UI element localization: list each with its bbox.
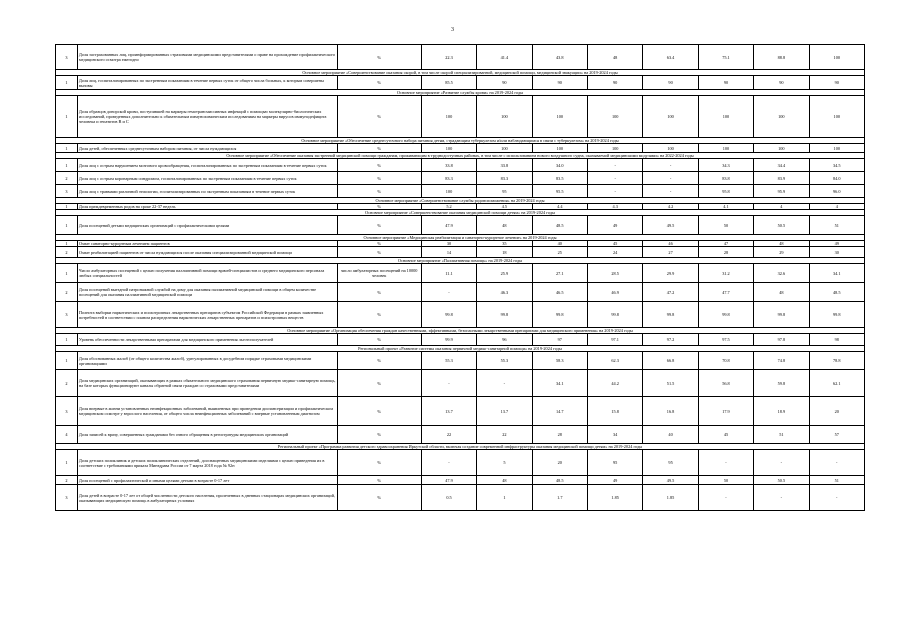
indicator-name: Уровень обеспеченности лекарственными препаратами для медицинского применения льготополучателей	[77, 334, 337, 346]
value-cell: 45	[698, 426, 753, 444]
value-cell: 55.3	[477, 352, 532, 370]
value-cell: 99.8	[754, 302, 809, 328]
value-cell: 83.9	[754, 172, 809, 185]
indicator-name: Число амбулаторных посещений с целью получения паллиативной помощи врачей-специалистов и среднего медицинского персонала любых специальностей	[77, 264, 337, 283]
value-cell: 48	[754, 283, 809, 302]
value-cell: 51.5	[643, 370, 698, 397]
value-cell: 41.4	[477, 45, 532, 70]
value-cell: 27	[643, 247, 698, 258]
value-cell: 84.0	[809, 172, 864, 185]
unit-cell: %	[337, 247, 421, 258]
value-cell: 40	[532, 241, 587, 247]
value-cell: 95.8	[698, 185, 753, 198]
value-cell: 95.5	[532, 185, 587, 198]
value-cell: 18.9	[754, 397, 809, 426]
value-cell: 1.85	[587, 485, 642, 511]
value-cell: 95	[643, 450, 698, 476]
value-cell: 34.1	[809, 264, 864, 283]
page-number: 3	[451, 27, 454, 33]
indicator-name: Охват санаторно-курортным лечением пациентов	[77, 241, 337, 247]
value-cell: 34.5	[809, 159, 864, 172]
row-number: 3	[56, 45, 78, 70]
unit-cell: %	[337, 283, 421, 302]
value-cell: 48	[587, 45, 642, 70]
value-cell: 90	[809, 76, 864, 90]
value-cell: 4.2	[643, 204, 698, 210]
row-number: 4	[56, 426, 78, 444]
value-cell: 100	[477, 144, 532, 153]
value-cell: 44.2	[587, 370, 642, 397]
value-cell: 48	[754, 241, 809, 247]
value-cell: 25.9	[477, 264, 532, 283]
value-cell: 14.7	[532, 397, 587, 426]
value-cell: 33.8	[421, 159, 476, 172]
indicator-name: Доля лиц, госпитализированных по экстренным показаниям в течение первых суток от общего числа больных, к которым совершены вызовы	[77, 76, 337, 90]
row-number: 1	[56, 76, 78, 90]
row-number: 3	[56, 485, 78, 511]
value-cell: 20	[809, 397, 864, 426]
value-cell: 22	[421, 426, 476, 444]
section-title: Основное мероприятие «Паллиативная помощь» на 2019-2024 годы	[56, 258, 865, 264]
indicator-name: Доля детских поликлиник и детских поликлинических отделений, дооснащенных медицинскими изделиями с целью приведения их в соответствие с требованиями приказа Минздрава России от 7 марта 2018 года № 92н	[77, 450, 337, 476]
value-cell: 99.9	[421, 334, 476, 346]
section-title: Региональный проект «Программа развития детского здравоохранения Иркутской области, включая создание современной инфраструктуры оказания медицинской помощи детям» на 2019-2024 годы	[56, 444, 865, 450]
value-cell: 66.8	[643, 352, 698, 370]
indicator-row	[56, 247, 865, 258]
indicator-row	[56, 185, 865, 198]
unit-cell: число амбулаторных посещений на 10000 человек	[337, 264, 421, 283]
indicator-row	[56, 476, 865, 485]
section-title: Региональный проект «Развитие системы оказания первичной медико-санитарной помощи» на 2019-2024 годы	[56, 346, 865, 352]
row-number: 1	[56, 159, 78, 172]
value-cell: 90	[587, 76, 642, 90]
value-cell: 47.9	[421, 476, 476, 485]
indicator-row	[56, 216, 865, 235]
value-cell: 100	[587, 96, 642, 138]
value-cell: 59.8	[754, 370, 809, 397]
value-cell: 100	[698, 96, 753, 138]
value-cell: 100	[421, 185, 476, 198]
value-cell: 30	[421, 241, 476, 247]
value-cell: -	[643, 185, 698, 198]
value-cell: 13.7	[421, 397, 476, 426]
value-cell: 100	[421, 144, 476, 153]
row-number: 1	[56, 352, 78, 370]
unit-cell: %	[337, 485, 421, 511]
indicators-table	[55, 44, 865, 511]
value-cell: 99.8	[809, 302, 864, 328]
value-cell: -	[587, 172, 642, 185]
value-cell: 99.8	[477, 302, 532, 328]
value-cell: 51	[809, 216, 864, 235]
value-cell: 51	[754, 426, 809, 444]
value-cell: 99.8	[698, 302, 753, 328]
indicator-row	[56, 159, 865, 172]
unit-cell: %	[337, 334, 421, 346]
row-number: 2	[56, 476, 78, 485]
value-cell: 34.1	[532, 370, 587, 397]
unit-cell: %	[337, 241, 421, 247]
unit-cell: %	[337, 204, 421, 210]
value-cell: 96.0	[809, 185, 864, 198]
value-cell: 51	[809, 476, 864, 485]
section-title: Основное мероприятие «Совершенствование оказания медицинской помощи детям» на 2019-2024 годы	[56, 210, 865, 216]
value-cell: 49.5	[643, 476, 698, 485]
row-number: 1	[56, 334, 78, 346]
value-cell: 13.7	[477, 397, 532, 426]
indicator-row	[56, 334, 865, 346]
value-cell: 18	[477, 247, 532, 258]
value-cell: 97.5	[698, 334, 753, 346]
value-cell: 95	[587, 450, 642, 476]
indicator-name: Доля лиц с травмами различной этиологии, госпитализированных по экстренным показаниям в течение первых суток	[77, 185, 337, 198]
value-cell: 48.5	[532, 216, 587, 235]
value-cell: -	[809, 450, 864, 476]
value-cell: 4.3	[587, 204, 642, 210]
value-cell: 100	[587, 144, 642, 153]
value-cell: 83.8	[698, 172, 753, 185]
indicator-row	[56, 352, 865, 370]
value-cell: 34	[587, 426, 642, 444]
value-cell: 15.8	[587, 397, 642, 426]
value-cell: -	[421, 370, 476, 397]
value-cell: -	[698, 450, 753, 476]
value-cell: 17.9	[698, 397, 753, 426]
value-cell: 1.7	[532, 485, 587, 511]
indicator-row	[56, 426, 865, 444]
value-cell: 57	[809, 426, 864, 444]
value-cell: 50.5	[754, 476, 809, 485]
indicator-row	[56, 96, 865, 138]
value-cell: 62.3	[587, 352, 642, 370]
value-cell: 5.2	[421, 204, 476, 210]
value-cell: 34.4	[754, 159, 809, 172]
value-cell: 56.8	[698, 370, 753, 397]
row-number: 1	[56, 144, 78, 153]
value-cell: 47.2	[643, 283, 698, 302]
indicator-name: Охват реабилитацией пациентов от числа нуждающихся после оказания специализированной медицинской помощи	[77, 247, 337, 258]
value-cell: 100	[809, 144, 864, 153]
value-cell: 100	[809, 45, 864, 70]
section-title: Основное мероприятие «Развитие службы крови» на 2019-2024 годы	[56, 90, 865, 96]
value-cell: 100	[643, 96, 698, 138]
value-cell: -	[643, 159, 698, 172]
value-cell: 90	[477, 76, 532, 90]
value-cell: 47.7	[698, 283, 753, 302]
value-cell: 43.8	[532, 45, 587, 70]
value-cell: 83.5	[532, 172, 587, 185]
indicator-name: Доля детей, обеспеченных среднесуточным набором питания, от числа нуждающихся	[77, 144, 337, 153]
value-cell: 24	[587, 247, 642, 258]
indicator-name: Полнота выборки наркотических и психотропных лекарственных препаратов субъектом Российской Федерации в рамках заявленных потребностей в соответствии с планом распределения наркотических лекарственных препаратов и психотропных веществ	[77, 302, 337, 328]
unit-cell: %	[337, 352, 421, 370]
value-cell: 27.1	[532, 264, 587, 283]
indicator-row	[56, 76, 865, 90]
value-cell: 83.3	[477, 172, 532, 185]
indicator-name: Доля обоснованных жалоб (от общего количества жалоб), урегулированных в досудебном порядке страховыми медицинскими организациями	[77, 352, 337, 370]
value-cell: 4	[754, 204, 809, 210]
value-cell: 48	[477, 476, 532, 485]
value-cell: 33.8	[477, 159, 532, 172]
value-cell: 95.9	[754, 185, 809, 198]
value-cell: 25	[532, 247, 587, 258]
value-cell: 99.8	[421, 302, 476, 328]
value-cell: 90	[754, 76, 809, 90]
value-cell: -	[587, 159, 642, 172]
value-cell: 100	[421, 96, 476, 138]
value-cell: 40	[643, 426, 698, 444]
value-cell: -	[477, 370, 532, 397]
value-cell: 46.9	[587, 283, 642, 302]
value-cell: 96	[477, 334, 532, 346]
section-title: Основное мероприятие «Обеспечение среднесуточного набора питания детям, страдающим туберкулезом и/или наблюдающимся в связи с туберкулезом» на 2019-2024 годы	[56, 138, 865, 144]
value-cell: 20	[532, 450, 587, 476]
indicator-name: Доля преждевременных родов на сроке 22-37 недель	[77, 204, 337, 210]
unit-cell: %	[337, 426, 421, 444]
value-cell: -	[643, 172, 698, 185]
value-cell: 11.1	[421, 264, 476, 283]
value-cell: 90	[532, 76, 587, 90]
unit-cell: %	[337, 302, 421, 328]
row-number: 3	[56, 302, 78, 328]
value-cell: 16.8	[643, 397, 698, 426]
row-number: 1	[56, 450, 78, 476]
value-cell: 49	[587, 476, 642, 485]
unit-cell: %	[337, 450, 421, 476]
indicator-row	[56, 283, 865, 302]
indicator-row	[56, 302, 865, 328]
value-cell: 97	[532, 334, 587, 346]
value-cell: 34.0	[532, 159, 587, 172]
indicator-row	[56, 45, 865, 70]
indicator-name: Доля посещений детьми медицинских организаций с профилактическими целями	[77, 216, 337, 235]
indicator-name: Доля застрахованных лиц, проинформированных страховыми медицинскими представителями о праве на прохождение профилактического медицинского осмотра ежегодно	[77, 45, 337, 70]
value-cell: 4.1	[698, 204, 753, 210]
value-cell: 100	[477, 96, 532, 138]
indicator-row	[56, 485, 865, 511]
indicator-name: Доля посещений выездной патронажной службой на дому для оказания паллиативной медицинской помощи в общем количестве посещений для оказания паллиативной медицинской помощи	[77, 283, 337, 302]
value-cell: 50.5	[754, 216, 809, 235]
section-title: Основное мероприятие «Организация обеспечения граждан качественными, эффективными, безопасными лекарственными препаратами для медицинского применения» на 2019-2024 годы	[56, 328, 865, 334]
value-cell: -	[754, 485, 809, 511]
indicator-name: Доля детей в возрасте 0-17 лет от общей численности детского населения, пролеченных в дневных стационарах медицинских организаций, оказывающих медицинскую помощь в амбулаторных условиях	[77, 485, 337, 511]
indicator-name: Доля записей к врачу, совершенных гражданами без очного обращения в регистратуры медицинских организаций	[77, 426, 337, 444]
value-cell: 30	[809, 247, 864, 258]
indicator-name: Доля лиц с острым коронарным синдромом, госпитализированных по экстренным показаниям в течение первых суток	[77, 172, 337, 185]
value-cell: 48	[477, 216, 532, 235]
value-cell: 5	[477, 450, 532, 476]
indicator-row	[56, 144, 865, 153]
value-cell: 28	[532, 426, 587, 444]
value-cell: 4	[809, 204, 864, 210]
unit-cell: %	[337, 172, 421, 185]
value-cell: 74.8	[754, 352, 809, 370]
value-cell: 47	[698, 241, 753, 247]
value-cell: 35	[477, 241, 532, 247]
unit-cell: %	[337, 370, 421, 397]
value-cell: 49	[809, 241, 864, 247]
value-cell: 90	[698, 76, 753, 90]
indicator-row	[56, 370, 865, 397]
unit-cell: %	[337, 159, 421, 172]
value-cell: 4.5	[477, 204, 532, 210]
unit-cell: %	[337, 397, 421, 426]
indicator-name: Доля медицинских организаций, оказывающих в рамках обязательного медицинского страхования первичную медико-санитарную помощь, на базе которых функционируют каналы обратной связи граждан со страховыми представителями	[77, 370, 337, 397]
indicator-name: Доля лиц с острым нарушением мозгового кровообращения, госпитализированных по экстренным показаниям в течение первых суток	[77, 159, 337, 172]
value-cell: 29.9	[643, 264, 698, 283]
unit-cell: %	[337, 144, 421, 153]
value-cell: 47.9	[421, 216, 476, 235]
value-cell: 100	[754, 144, 809, 153]
indicator-row	[56, 397, 865, 426]
value-cell: 78.8	[809, 352, 864, 370]
value-cell: -	[809, 485, 864, 511]
value-cell: -	[421, 450, 476, 476]
section-title: Основное мероприятие «Обеспечение оказания экстренной медицинской помощи гражданам, проживающим в труднодоступных районах, в том числе с использованием нового воздушного судна, оказываемой медицинскими модулями» на 2022-2024 годы	[56, 153, 865, 159]
indicator-row	[56, 264, 865, 283]
value-cell: 99.8	[643, 302, 698, 328]
value-cell: 28	[698, 247, 753, 258]
value-cell: 90	[643, 76, 698, 90]
unit-cell: %	[337, 476, 421, 485]
indicator-row	[56, 450, 865, 476]
section-title: Основное мероприятие «Совершенствование службы родовспоможения» на 2019-2024 годы	[56, 198, 865, 204]
value-cell: 1	[477, 485, 532, 511]
row-number: 2	[56, 283, 78, 302]
value-cell: 0.5	[421, 485, 476, 511]
value-cell: 50	[698, 216, 753, 235]
row-number: 1	[56, 264, 78, 283]
value-cell: 46	[643, 241, 698, 247]
value-cell: 22.3	[421, 45, 476, 70]
value-cell: -	[754, 450, 809, 476]
value-cell: 99.8	[532, 302, 587, 328]
value-cell: 46.3	[477, 283, 532, 302]
value-cell: 63.4	[643, 45, 698, 70]
value-cell: 4.4	[532, 204, 587, 210]
value-cell: 75.1	[698, 45, 753, 70]
section-title: Основное мероприятие «Медицинская реабилитация и санаторно-курортное лечение» на 2019-2024 годы	[56, 235, 865, 241]
value-cell: 100	[643, 144, 698, 153]
indicator-name: Доля образцов донорской крови, поступившей на маркеры гемотрансмиссивных инфекций с помощью молекулярно-биологических исследований, проведенных дополнительно к обязательным иммунохимическим исследованиям на маркеры вирусов иммунодефицита человека и гепатитов В и С	[77, 96, 337, 138]
unit-cell: %	[337, 76, 421, 90]
value-cell: 95	[477, 185, 532, 198]
unit-cell: %	[337, 96, 421, 138]
value-cell: 48.5	[532, 476, 587, 485]
value-cell: 99.8	[587, 302, 642, 328]
value-cell: 98	[809, 334, 864, 346]
value-cell: 55.3	[421, 352, 476, 370]
value-cell: 83.3	[421, 172, 476, 185]
value-cell: 85.5	[421, 76, 476, 90]
row-number: 3	[56, 185, 78, 198]
row-number: 2	[56, 172, 78, 185]
value-cell: 49	[587, 216, 642, 235]
value-cell: 70.8	[698, 352, 753, 370]
value-cell: 88.8	[754, 45, 809, 70]
row-number: 1	[56, 241, 78, 247]
value-cell: 100	[698, 144, 753, 153]
row-number: 1	[56, 216, 78, 235]
value-cell: 22	[477, 426, 532, 444]
row-number: 1	[56, 204, 78, 210]
value-cell: -	[587, 185, 642, 198]
value-cell: 100	[754, 96, 809, 138]
value-cell: 28.5	[587, 264, 642, 283]
value-cell: 45	[587, 241, 642, 247]
indicator-name: Доля посещений с профилактической и иными целями детьми в возрасте 0-17 лет	[77, 476, 337, 485]
value-cell: 32.6	[754, 264, 809, 283]
value-cell: 31.2	[698, 264, 753, 283]
value-cell: 14	[421, 247, 476, 258]
value-cell: 29	[754, 247, 809, 258]
value-cell: 100	[809, 96, 864, 138]
unit-cell: %	[337, 45, 421, 70]
row-number: 3	[56, 397, 78, 426]
indicator-name: Доля впервые в жизни установленных неинфекционных заболеваний, выявленных при проведении диспансеризации и профилактическом медицинском осмотре у взрослого населения, от общего числа неинфекционных заболеваний с впервые установленным диагнозом	[77, 397, 337, 426]
value-cell: 48.5	[809, 283, 864, 302]
value-cell: 100	[532, 144, 587, 153]
value-cell: 97.8	[754, 334, 809, 346]
value-cell: 100	[532, 96, 587, 138]
row-number: 2	[56, 370, 78, 397]
value-cell: 1.85	[643, 485, 698, 511]
value-cell: -	[421, 283, 476, 302]
value-cell: 97.2	[643, 334, 698, 346]
unit-cell: %	[337, 185, 421, 198]
section-title: Основное мероприятие «Совершенствование оказания скорой, в том числе скорой специализированной, медицинской помощи, медицинской эвакуации» на 2019-2024 годы	[56, 70, 865, 76]
value-cell: 49.5	[643, 216, 698, 235]
row-number: 2	[56, 247, 78, 258]
value-cell: 50	[698, 476, 753, 485]
row-number: 1	[56, 96, 78, 138]
value-cell: 97.1	[587, 334, 642, 346]
value-cell: 62.1	[809, 370, 864, 397]
unit-cell: %	[337, 216, 421, 235]
value-cell: -	[698, 485, 753, 511]
value-cell: 46.5	[532, 283, 587, 302]
value-cell: 34.3	[698, 159, 753, 172]
indicator-row	[56, 172, 865, 185]
value-cell: 58.3	[532, 352, 587, 370]
